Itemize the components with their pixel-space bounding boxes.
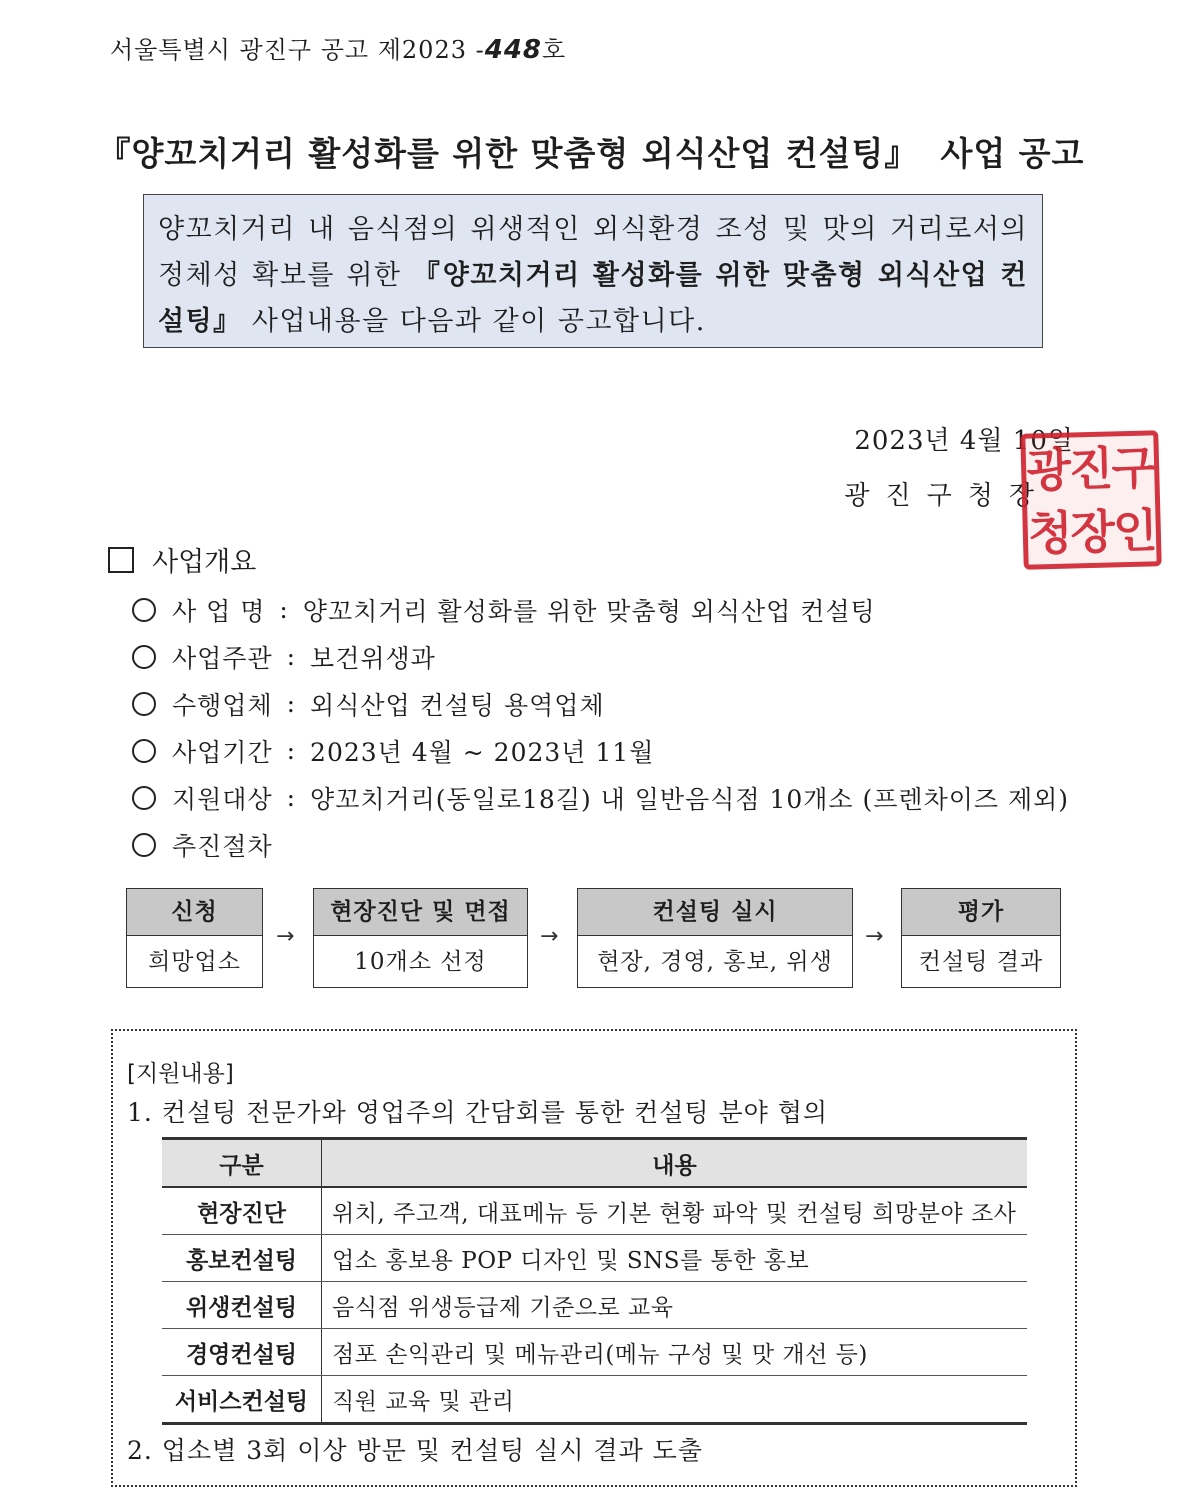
flow-step-body: 컨설팅 결과 <box>918 949 1044 975</box>
row-content: 위치, 주고객, 대표메뉴 등 기본 현황 파악 및 컨설팅 희망분야 조사 <box>322 1187 1028 1235</box>
table-row <box>162 1235 1027 1282</box>
flow-step-apply <box>126 888 263 988</box>
row-content: 점포 손익관리 및 메뉴관리(메뉴 구성 및 맛 개선 등) <box>322 1329 1028 1376</box>
column-header-content: 내용 <box>322 1139 1028 1188</box>
circle-bullet-icon <box>132 739 156 763</box>
item-label: 사 업 명 <box>172 596 266 626</box>
list-item: 지원대상 : 양꼬치거리(동일로18길) 내 일반음식점 10개소 (프렌차이즈 제외) <box>132 774 1069 821</box>
circle-bullet-icon <box>132 645 156 669</box>
arrow-right-icon: → <box>865 924 884 949</box>
row-category: 경영컨설팅 <box>162 1329 322 1376</box>
list-item: 사업주관 : 보건위생과 <box>132 633 1069 680</box>
consulting-table <box>162 1137 1027 1425</box>
table-row <box>162 1282 1027 1329</box>
support-details <box>111 1029 1077 1487</box>
notice-number <box>110 30 566 65</box>
flow-step-head: 신청 <box>127 889 262 936</box>
flow-step-head: 컨설팅 실시 <box>578 889 852 936</box>
support-point-2: 2. 업소별 3회 이상 방문 및 컨설팅 실시 결과 도출 <box>127 1436 703 1465</box>
section-heading-overview <box>108 540 256 579</box>
flow-step-body: 10개소 선정 <box>354 949 487 975</box>
page-title <box>0 128 1182 175</box>
title-tail: 사업 공고 <box>940 134 1085 173</box>
title-main: 『양꼬치거리 활성화를 위한 맞춤형 외식산업 컨설팅』 <box>97 134 919 173</box>
process-flow <box>126 888 1061 990</box>
table-row <box>162 1376 1027 1424</box>
flow-step-consulting <box>577 888 853 988</box>
arrow-right-icon: → <box>540 924 559 949</box>
issuer: 광진구청장 <box>844 481 1050 511</box>
item-value: 2023년 4월 ~ 2023년 11월 <box>310 737 655 767</box>
list-item <box>132 821 1069 868</box>
seal-line-2: 청장인 <box>1027 502 1157 561</box>
item-value: 양꼬치거리(동일로18길) 내 일반음식점 10개소 (프렌차이즈 제외) <box>310 784 1070 814</box>
row-category: 홍보컨설팅 <box>162 1235 322 1282</box>
table-row <box>162 1329 1027 1376</box>
row-category: 위생컨설팅 <box>162 1282 322 1329</box>
overview-list <box>132 586 1069 868</box>
intro-text-2: 사업내용을 다음과 같이 공고합니다. <box>241 306 706 337</box>
section-heading-text: 사업개요 <box>152 547 257 578</box>
support-heading: [지원내용] <box>127 1061 234 1087</box>
official-seal <box>1020 430 1162 570</box>
list-item: 사업기간 : 2023년 4월 ~ 2023년 11월 <box>132 727 1069 774</box>
support-point-1: 1. 컨설팅 전문가와 영업주의 간담회를 통한 컨설팅 분야 협의 <box>127 1098 829 1127</box>
item-label: 지원대상 <box>172 784 273 814</box>
circle-bullet-icon <box>132 786 156 810</box>
flow-step-diagnosis <box>313 888 528 988</box>
item-label: 사업주관 <box>172 643 273 673</box>
notice-number-handwritten: 448 <box>484 35 543 65</box>
square-bullet-icon <box>108 547 134 573</box>
flow-step-body: 희망업소 <box>148 949 241 975</box>
item-label: 사업기간 <box>172 737 273 767</box>
circle-bullet-icon <box>132 692 156 716</box>
row-content: 음식점 위생등급제 기준으로 교육 <box>322 1282 1028 1329</box>
table-row <box>162 1187 1027 1235</box>
notice-prefix: 서울특별시 광진구 공고 제2023 - <box>110 36 485 64</box>
flow-step-evaluation <box>901 888 1061 988</box>
intro-text-1: 양꼬치거리 내 음식점의 위생적인 외식환경 조성 및 맛의 거리로서의 정체성 확보를 위한 <box>158 214 1028 291</box>
list-item: 수행업체 : 외식산업 컨설팅 용역업체 <box>132 680 1069 727</box>
column-header-category: 구분 <box>162 1139 322 1188</box>
row-category: 현장진단 <box>162 1187 322 1235</box>
table-header-row <box>162 1139 1027 1188</box>
row-content: 직원 교육 및 관리 <box>322 1376 1028 1424</box>
notice-date: 2023년 4월 10일 <box>854 426 1074 456</box>
item-value: 외식산업 컨설팅 용역업체 <box>310 690 605 720</box>
circle-bullet-icon <box>132 598 156 622</box>
intro-bold: 『양꼬치거리 활성화를 위한 맞춤형 외식산업 컨설팅』 <box>158 260 1028 337</box>
seal-line-1: 광진구 <box>1025 439 1155 498</box>
notice-suffix: 호 <box>542 36 567 64</box>
flow-step-body: 현장, 경영, 홍보, 위생 <box>597 949 833 975</box>
row-content: 업소 홍보용 POP 디자인 및 SNS를 통한 홍보 <box>322 1235 1028 1282</box>
item-value: 양꼬치거리 활성화를 위한 맞춤형 외식산업 컨설팅 <box>302 596 876 626</box>
item-label: 수행업체 <box>172 690 273 720</box>
flow-step-head: 평가 <box>902 889 1060 936</box>
item-label: 추진절차 <box>172 831 273 861</box>
intro-box <box>143 194 1043 348</box>
circle-bullet-icon <box>132 833 156 857</box>
flow-step-head: 현장진단 및 면접 <box>314 889 527 936</box>
row-category: 서비스컨설팅 <box>162 1376 322 1424</box>
list-item: 사 업 명 : 양꼬치거리 활성화를 위한 맞춤형 외식산업 컨설팅 <box>132 586 1069 633</box>
item-value: 보건위생과 <box>310 643 436 673</box>
arrow-right-icon: → <box>276 924 295 949</box>
